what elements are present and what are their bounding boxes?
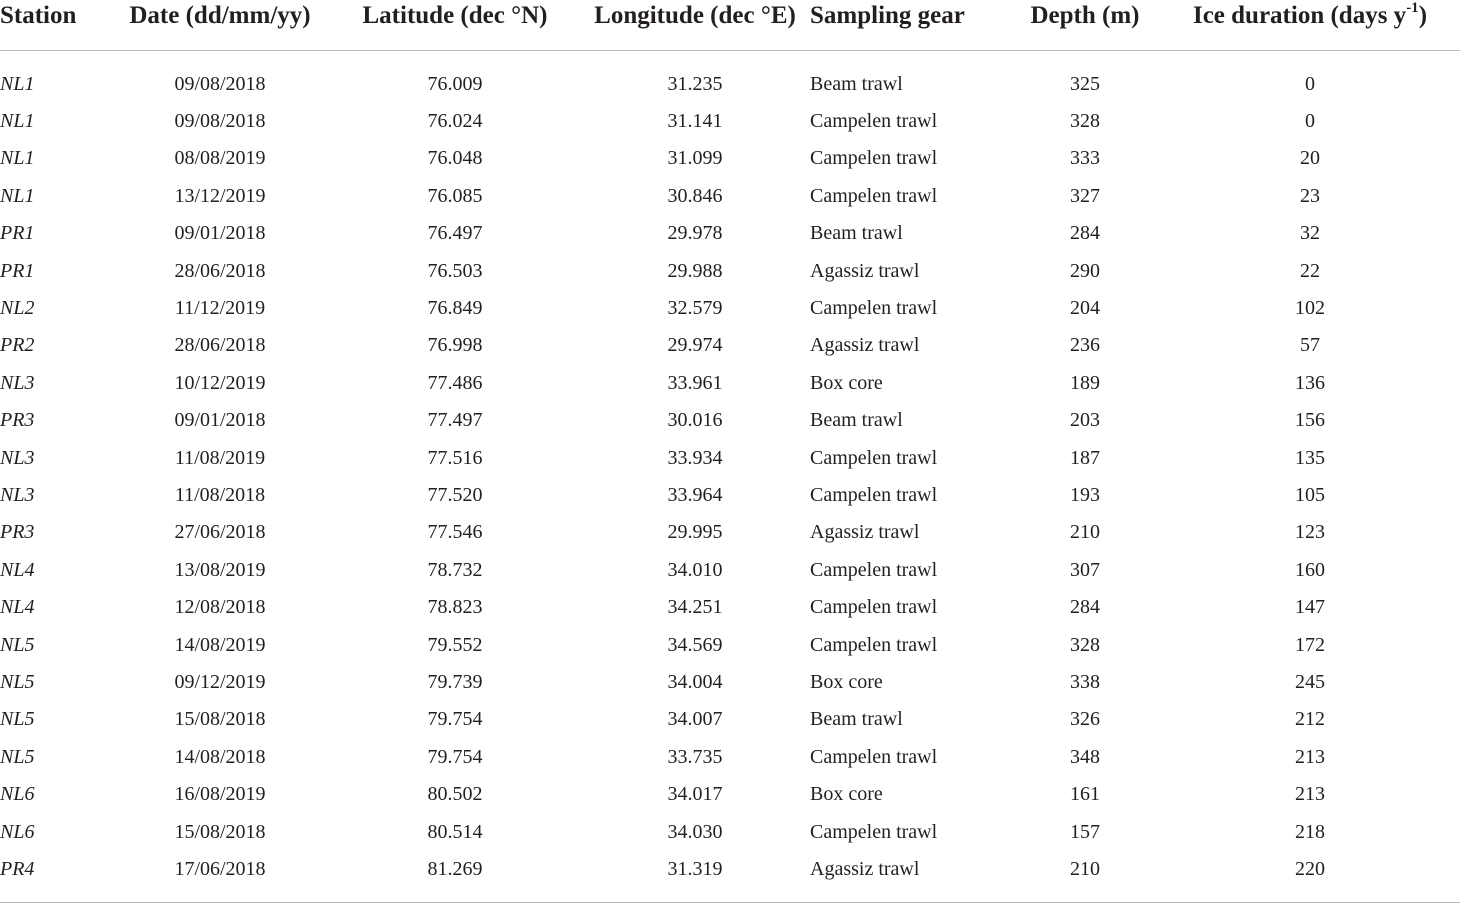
cell-longitude: 30.016 (667, 409, 723, 432)
cell-sampling-gear: Agassiz trawl (810, 259, 920, 282)
table-row (0, 102, 1460, 139)
cell-date: 11/08/2018 (174, 483, 266, 506)
cell-latitude: 79.754 (427, 708, 483, 731)
cell-station: NL1 (0, 147, 35, 170)
cell-longitude: 31.319 (667, 857, 723, 880)
table-row (0, 252, 1460, 289)
header-ice-sup: -1 (1406, 0, 1419, 16)
cell-date: 16/08/2019 (174, 783, 266, 806)
cell-date: 09/12/2019 (174, 670, 266, 693)
table-row (0, 439, 1460, 476)
table-row (0, 775, 1460, 812)
cell-sampling-gear: Box core (810, 371, 883, 394)
cell-station: NL5 (0, 670, 35, 693)
cell-depth: 290 (1070, 259, 1100, 282)
cell-sampling-gear: Campelen trawl (810, 596, 938, 619)
cell-date: 11/12/2019 (174, 297, 266, 320)
cell-date: 11/08/2019 (174, 446, 266, 469)
cell-longitude: 34.030 (667, 820, 723, 843)
header-station: Station (0, 0, 110, 51)
cell-date: 12/08/2018 (174, 596, 266, 619)
cell-date: 09/08/2018 (174, 72, 266, 95)
cell-date: 10/12/2019 (174, 371, 266, 394)
table-row (0, 738, 1460, 775)
cell-depth: 328 (1070, 633, 1100, 656)
cell-depth: 328 (1070, 110, 1100, 133)
table-row (0, 327, 1460, 364)
cell-sampling-gear: Campelen trawl (810, 147, 938, 170)
cell-date: 09/01/2018 (174, 222, 266, 245)
cell-depth: 189 (1070, 371, 1100, 394)
table-row (0, 215, 1460, 252)
cell-date: 28/06/2018 (174, 259, 266, 282)
cell-longitude: 33.964 (667, 483, 723, 506)
header-ice-main: Ice duration (days y (1192, 2, 1407, 29)
cell-ice-duration: 0 (1305, 72, 1315, 95)
cell-ice-duration: 136 (1295, 371, 1325, 394)
cell-longitude: 33.961 (667, 371, 723, 394)
cell-longitude: 34.017 (667, 783, 723, 806)
cell-depth: 157 (1070, 820, 1100, 843)
header-depth: Depth (m) (1010, 0, 1160, 51)
cell-sampling-gear: Campelen trawl (810, 820, 938, 843)
header-ice-duration (1160, 0, 1460, 51)
cell-station: NL5 (0, 745, 35, 768)
cell-sampling-gear: Campelen trawl (810, 745, 938, 768)
cell-date: 14/08/2018 (174, 745, 266, 768)
cell-latitude: 80.514 (427, 820, 483, 843)
cell-longitude: 31.141 (667, 110, 723, 133)
cell-station: NL3 (0, 483, 35, 506)
header-date: Date (dd/mm/yy) (110, 0, 330, 51)
cell-latitude: 76.998 (427, 334, 483, 357)
cell-sampling-gear: Agassiz trawl (810, 334, 920, 357)
table-row (0, 626, 1460, 663)
table-row (0, 289, 1460, 326)
cell-sampling-gear: Beam trawl (810, 222, 903, 245)
cell-depth: 284 (1070, 596, 1100, 619)
table-row (0, 364, 1460, 401)
cell-station: PR4 (0, 857, 35, 880)
cell-ice-duration: 20 (1300, 147, 1320, 170)
cell-date: 13/12/2019 (174, 184, 266, 207)
cell-station: PR1 (0, 259, 35, 282)
table-row (0, 813, 1460, 850)
cell-ice-duration: 23 (1300, 184, 1320, 207)
table-row (0, 476, 1460, 513)
cell-latitude: 76.048 (427, 147, 483, 170)
cell-ice-duration: 172 (1295, 633, 1325, 656)
cell-latitude: 78.823 (427, 596, 483, 619)
cell-longitude: 29.995 (667, 521, 723, 544)
table-row (0, 701, 1460, 738)
header-longitude: Longitude (dec °E) (580, 0, 810, 51)
cell-ice-duration: 213 (1295, 783, 1325, 806)
cell-longitude: 29.978 (667, 222, 723, 245)
cell-longitude: 31.235 (667, 72, 723, 95)
table-row (0, 402, 1460, 439)
cell-longitude: 34.010 (667, 558, 723, 581)
cell-sampling-gear: Campelen trawl (810, 633, 938, 656)
cell-latitude: 77.486 (427, 371, 483, 394)
cell-depth: 236 (1070, 334, 1100, 357)
cell-ice-duration: 123 (1295, 521, 1325, 544)
cell-station: NL6 (0, 783, 35, 806)
cell-sampling-gear: Beam trawl (810, 72, 903, 95)
cell-latitude: 81.269 (427, 857, 483, 880)
cell-longitude: 33.735 (667, 745, 723, 768)
cell-longitude: 29.988 (667, 259, 723, 282)
cell-depth: 204 (1070, 297, 1100, 320)
table-row (0, 177, 1460, 214)
cell-latitude: 76.497 (427, 222, 483, 245)
cell-station: NL5 (0, 708, 35, 731)
cell-sampling-gear: Campelen trawl (810, 110, 938, 133)
cell-ice-duration: 22 (1300, 259, 1320, 282)
cell-depth: 161 (1070, 783, 1100, 806)
cell-date: 13/08/2019 (174, 558, 266, 581)
cell-ice-duration: 135 (1295, 446, 1325, 469)
cell-latitude: 79.552 (427, 633, 483, 656)
cell-sampling-gear: Agassiz trawl (810, 521, 920, 544)
cell-sampling-gear: Box core (810, 670, 883, 693)
table-row (0, 51, 1460, 103)
cell-depth: 203 (1070, 409, 1100, 432)
cell-latitude: 76.849 (427, 297, 483, 320)
cell-latitude: 76.024 (427, 110, 483, 133)
cell-depth: 210 (1070, 521, 1100, 544)
cell-longitude: 34.251 (667, 596, 723, 619)
cell-ice-duration: 32 (1300, 222, 1320, 245)
cell-depth: 338 (1070, 670, 1100, 693)
cell-depth: 326 (1070, 708, 1100, 731)
cell-latitude: 77.497 (427, 409, 483, 432)
cell-depth: 333 (1070, 147, 1100, 170)
table-row (0, 551, 1460, 588)
cell-date: 14/08/2019 (174, 633, 266, 656)
cell-depth: 187 (1070, 446, 1100, 469)
cell-sampling-gear: Box core (810, 783, 883, 806)
cell-ice-duration: 218 (1295, 820, 1325, 843)
cell-station: NL1 (0, 110, 35, 133)
cell-longitude: 31.099 (667, 147, 723, 170)
cell-longitude: 30.846 (667, 184, 723, 207)
cell-station: NL1 (0, 72, 35, 95)
cell-ice-duration: 102 (1295, 297, 1325, 320)
cell-sampling-gear: Beam trawl (810, 409, 903, 432)
cell-sampling-gear: Campelen trawl (810, 297, 938, 320)
cell-depth: 284 (1070, 222, 1100, 245)
header-sampling-gear: Sampling gear (810, 0, 1010, 51)
cell-station: NL3 (0, 371, 35, 394)
cell-ice-duration: 245 (1295, 670, 1325, 693)
cell-latitude: 79.754 (427, 745, 483, 768)
cell-date: 15/08/2018 (174, 708, 266, 731)
cell-station: PR1 (0, 222, 35, 245)
cell-date: 09/01/2018 (174, 409, 266, 432)
cell-depth: 325 (1070, 72, 1100, 95)
header-latitude: Latitude (dec °N) (330, 0, 580, 51)
header-row (0, 0, 1460, 51)
cell-longitude: 32.579 (667, 297, 723, 320)
cell-ice-duration: 105 (1295, 483, 1325, 506)
table-row (0, 588, 1460, 625)
cell-station: PR3 (0, 521, 35, 544)
cell-longitude: 29.974 (667, 334, 723, 357)
cell-depth: 210 (1070, 857, 1100, 880)
cell-latitude: 76.503 (427, 259, 483, 282)
cell-longitude: 34.007 (667, 708, 723, 731)
table-row (0, 663, 1460, 700)
cell-latitude: 76.009 (427, 72, 483, 95)
cell-sampling-gear: Agassiz trawl (810, 857, 920, 880)
cell-longitude: 33.934 (667, 446, 723, 469)
cell-ice-duration: 160 (1295, 558, 1325, 581)
cell-latitude: 76.085 (427, 184, 483, 207)
cell-depth: 193 (1070, 483, 1100, 506)
cell-ice-duration: 212 (1295, 708, 1325, 731)
cell-sampling-gear: Beam trawl (810, 708, 903, 731)
table-row (0, 140, 1460, 177)
cell-station: NL5 (0, 633, 35, 656)
cell-ice-duration: 147 (1295, 596, 1325, 619)
cell-date: 08/08/2019 (174, 147, 266, 170)
cell-sampling-gear: Campelen trawl (810, 446, 938, 469)
cell-depth: 348 (1070, 745, 1100, 768)
cell-station: NL4 (0, 596, 35, 619)
cell-date: 09/08/2018 (174, 110, 266, 133)
cell-station: NL3 (0, 446, 35, 469)
cell-depth: 327 (1070, 184, 1100, 207)
cell-ice-duration: 0 (1305, 110, 1315, 133)
cell-date: 17/06/2018 (174, 857, 266, 880)
cell-date: 15/08/2018 (174, 820, 266, 843)
table-row (0, 514, 1460, 551)
cell-latitude: 77.516 (427, 446, 483, 469)
cell-longitude: 34.004 (667, 670, 723, 693)
header-ice-close: ) (1418, 2, 1428, 29)
cell-sampling-gear: Campelen trawl (810, 184, 938, 207)
cell-latitude: 77.520 (427, 483, 483, 506)
cell-date: 27/06/2018 (174, 521, 266, 544)
cell-latitude: 80.502 (427, 783, 483, 806)
cell-sampling-gear: Campelen trawl (810, 483, 938, 506)
cell-latitude: 77.546 (427, 521, 483, 544)
cell-ice-duration: 156 (1295, 409, 1325, 432)
cell-ice-duration: 57 (1300, 334, 1320, 357)
cell-longitude: 34.569 (667, 633, 723, 656)
cell-station: NL1 (0, 184, 35, 207)
cell-ice-duration: 220 (1295, 857, 1325, 880)
cell-station: NL4 (0, 558, 35, 581)
cell-station: NL6 (0, 820, 35, 843)
cell-latitude: 79.739 (427, 670, 483, 693)
table-row (0, 850, 1460, 902)
cell-station: PR3 (0, 409, 35, 432)
cell-station: PR2 (0, 334, 35, 357)
cell-station: NL2 (0, 297, 35, 320)
cell-ice-duration: 213 (1295, 745, 1325, 768)
cell-sampling-gear: Campelen trawl (810, 558, 938, 581)
cell-depth: 307 (1070, 558, 1100, 581)
cell-date: 28/06/2018 (174, 334, 266, 357)
cell-latitude: 78.732 (427, 558, 483, 581)
table-body (0, 51, 1460, 903)
